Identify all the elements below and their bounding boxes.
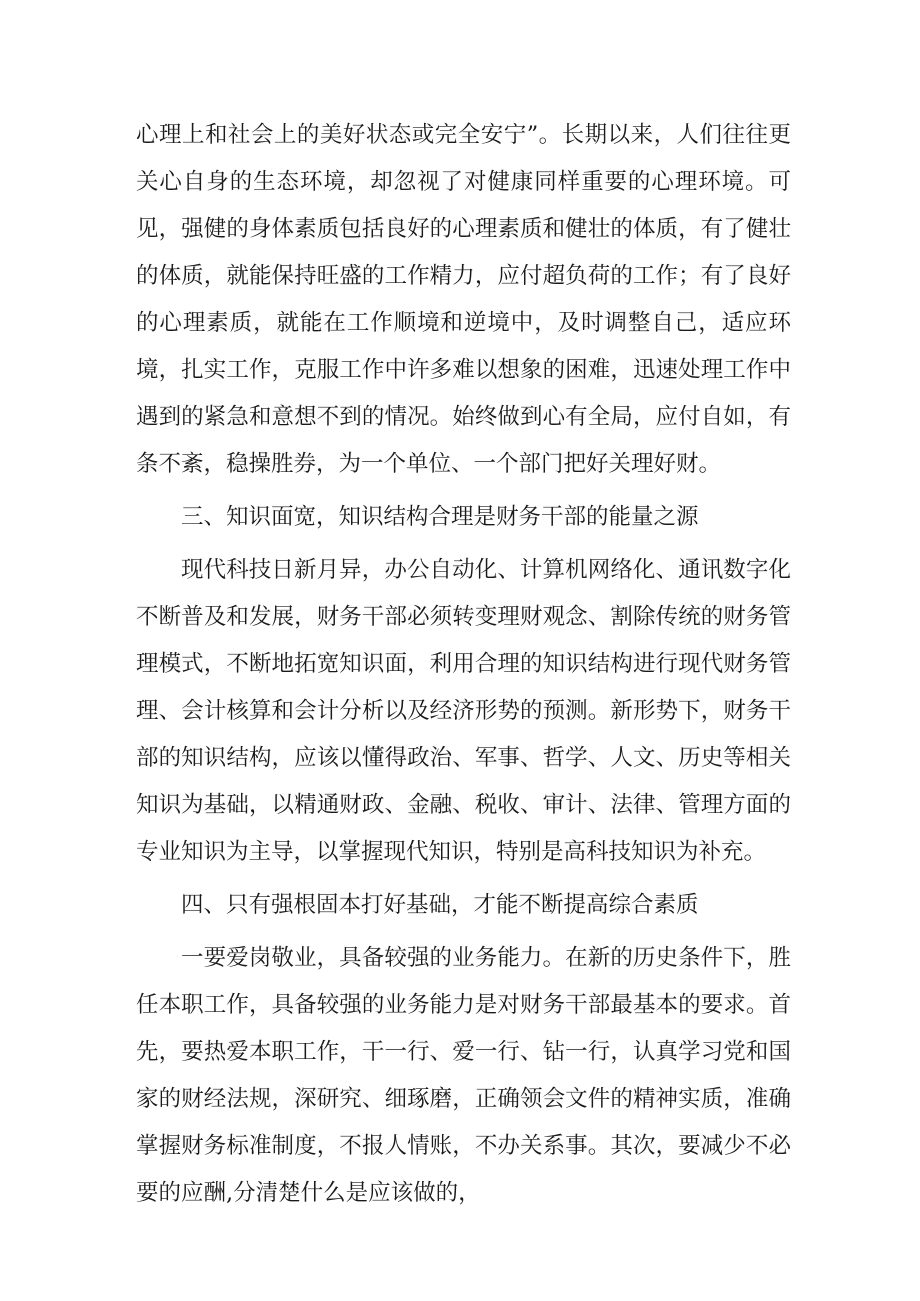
section-heading-3: 三、知识面宽，知识结构合理是财务干部的能量之源 [181,504,699,530]
document-body [136,112,791,1217]
paragraph-dedication: 一要爱岗敬业，具备较强的业务能力。在新的历史条件下，胜任本职工作，具备较强的业务能力是对财务干部最基本的要求。首先，要热爱本职工作，干一行、爱一行、钻一行，认真学习党和国家的财经法规，深研究、细琢磨，正确领会文件的精神实质，准确掌握财务标准制度，不报人情账，不办关系事。其次，要减少不必要的应酬,分清楚什么是应该做的， [136,945,791,1206]
paragraph-continued: 心理上和社会上的美好状态或完全安宁”。长期以来，人们往往更关心自身的生态环境，却忽视了对健康同样重要的心理环境。可见，强健的身体素质包括良好的心理素质和健壮的体质，有了健壮的体质，就能保持旺盛的工作精力，应付超负荷的工作；有了良好的心理素质，就能在工作顺境和逆境中，及时调整自己，适应环境，扎实工作，克服工作中许多难以想象的困难，迅速处理工作中遇到的紧急和意想不到的情况。始终做到心有全局，应付自如，有条不紊，稳操胜券，为一个单位、一个部门把好关理好财。 [136,122,791,477]
section-heading-4: 四、只有强根固本打好基础，才能不断提高综合素质 [181,892,699,918]
paragraph-knowledge: 现代科技日新月异，办公自动化、计算机网络化、通讯数字化不断普及和发展，财务干部必须转变理财观念、割除传统的财务管理模式，不断地拓宽知识面，利用合理的知识结构进行现代财务管理、会计核算和会计分析以及经济形势的预测。新形势下，财务干部的知识结构，应该以懂得政治、军事、哲学、人文、历史等相关知识为基础，以精通财政、金融、税收、审计、法律、管理方面的专业知识为主导，以掌握现代知识，特别是高科技知识为补充。 [136,557,791,865]
